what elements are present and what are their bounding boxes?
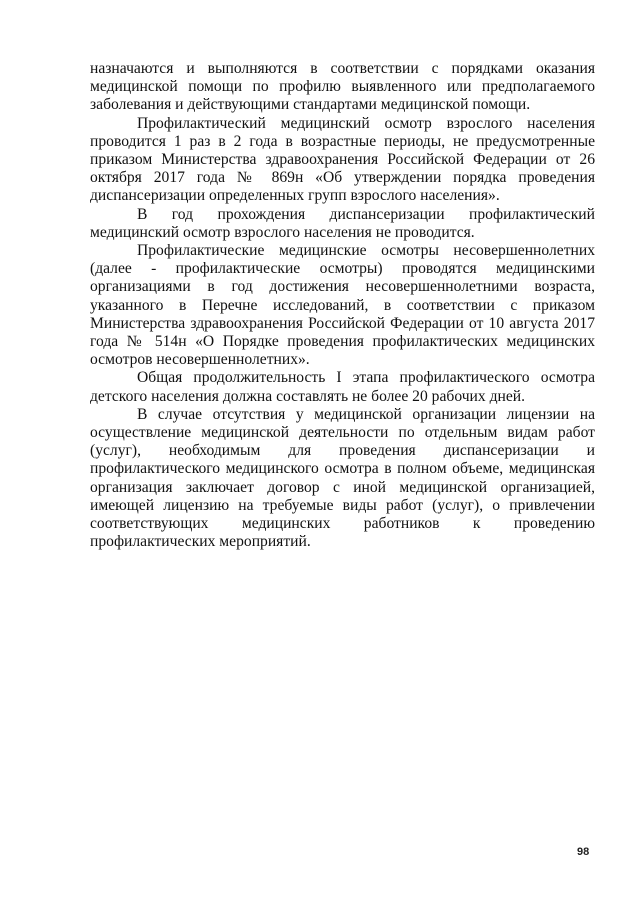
paragraph-minors-preventive-exams: Профилактические медицинские осмотры несовершеннолетних (далее - профилактические осмотры) проводятся медицинскими организациями в год достижения несовершеннолетними возраста, указанного в Перечне исследований, в соответствии с приказом Министерства здравоохранения Российской Федерации от 10 августа 2017 года № 514н «О Порядке проведения профилактических медицинских осмотров несовершеннолетних». bbox=[90, 242, 595, 369]
page-number: 98 bbox=[577, 846, 590, 858]
paragraph-dispensarization-year: В год прохождения диспансеризации профилактический медицинский осмотр взрослого населения не проводится. bbox=[90, 205, 595, 241]
paragraph-continuation: назначаются и выполняются в соответствии с порядками оказания медицинской помощи по профилю выявленного или предполагаемого заболевания и действующими стандартами медицинской помощи. bbox=[90, 60, 595, 114]
document-page-body bbox=[90, 60, 595, 551]
paragraph-license-absence: В случае отсутствия у медицинской организации лицензии на осуществление медицинской деятельности по отдельным видам работ (услуг), необходимым для проведения диспансеризации и профилактического медицинского осмотра в полном объеме, медицинская организация заключает договор с иной медицинской организацией, имеющей лицензию на требуемые виды работ (услуг), о привлечении соответствующих медицинских работников к проведению профилактических мероприятий. bbox=[90, 405, 595, 551]
paragraph-adult-preventive-exam: Профилактический медицинский осмотр взрослого населения проводится 1 раз в 2 года в возрастные периоды, не предусмотренные приказом Министерства здравоохранения Российской Федерации от 26 октября 2017 года № 869н «Об утверждении порядка проведения диспансеризации определенных групп взрослого населения». bbox=[90, 114, 595, 205]
paragraph-stage-duration: Общая продолжительность I этапа профилактического осмотра детского населения должна составлять не более 20 рабочих дней. bbox=[90, 369, 595, 405]
